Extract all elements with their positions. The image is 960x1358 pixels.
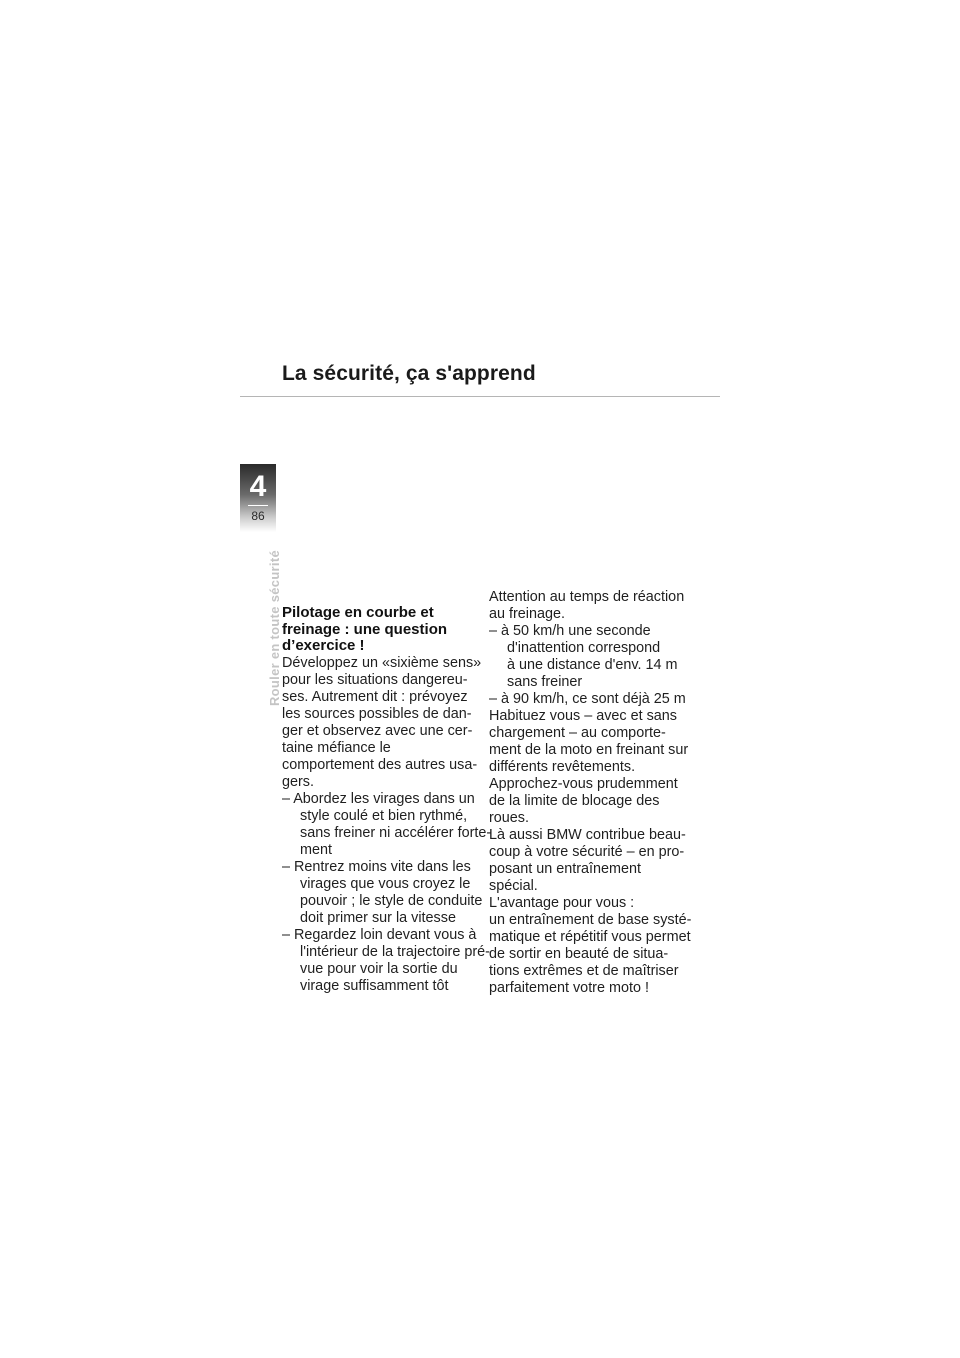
text-line: matique et répétitif vous permet bbox=[489, 929, 691, 945]
text-line: L'avantage pour vous : bbox=[489, 895, 635, 911]
text-line: comportement des autres usa- bbox=[282, 756, 478, 773]
text-line: posant un entraînement bbox=[489, 861, 642, 877]
text-line: vue pour voir la sortie du bbox=[300, 960, 458, 977]
text-line: – à 90 km/h, ce sont déjà 25 m bbox=[489, 691, 686, 707]
chapter-tab bbox=[240, 464, 276, 532]
text-line: – à 50 km/h une seconde bbox=[489, 623, 651, 639]
text-line: roues. bbox=[489, 810, 529, 826]
text-line: de sortir en beauté de situa- bbox=[489, 946, 669, 962]
text-line: l'intérieur de la trajectoire pré- bbox=[300, 943, 490, 960]
left-body-text bbox=[282, 654, 492, 995]
text-line: Attention au temps de réaction bbox=[489, 589, 685, 605]
text-line: tions extrêmes et de maîtriser bbox=[489, 963, 679, 979]
right-column bbox=[489, 589, 694, 997]
text-line: style coulé et bien rythmé, bbox=[300, 807, 468, 824]
text-line: d'inattention correspond bbox=[507, 640, 661, 656]
text-line: ment de la moto en freinant sur bbox=[489, 742, 689, 758]
text-line: virages que vous croyez le bbox=[300, 875, 471, 892]
text-line: spécial. bbox=[489, 878, 538, 894]
text-line: – Regardez loin devant vous à bbox=[282, 926, 477, 943]
text-line: ment bbox=[300, 841, 332, 858]
text-line: taine méfiance le bbox=[282, 739, 391, 756]
text-line: pour les situations dangereu- bbox=[282, 671, 468, 688]
text-line: ses. Autrement dit : prévoyez bbox=[282, 688, 468, 705]
text-line: un entraînement de base systé- bbox=[489, 912, 692, 928]
chapter-number: 4 bbox=[249, 470, 267, 503]
text-line: les sources possibles de dan- bbox=[282, 705, 472, 722]
section-heading bbox=[282, 605, 482, 655]
text-line: Là aussi BMW contribue beau- bbox=[489, 827, 686, 843]
text-line: Développez un «sixième sens» bbox=[282, 654, 482, 671]
text-line: chargement – au comporte- bbox=[489, 725, 666, 741]
text-line: – Rentrez moins vite dans les bbox=[282, 858, 471, 875]
text-line: à une distance d'env. 14 m bbox=[507, 657, 678, 673]
text-line: de la limite de blocage des bbox=[489, 793, 660, 809]
text-line: pouvoir ; le style de conduite bbox=[300, 892, 483, 909]
text-line: coup à votre sécurité – en pro- bbox=[489, 844, 685, 860]
text-line: parfaitement votre moto ! bbox=[489, 980, 649, 996]
text-line: ger et observez avec une cer- bbox=[282, 722, 473, 739]
text-line: Approchez-vous prudemment bbox=[489, 776, 678, 792]
text-line: Habituez vous – avec et sans bbox=[489, 708, 677, 724]
text-line: sans freiner ni accélérer forte- bbox=[300, 824, 492, 841]
text-line: au freinage. bbox=[489, 606, 566, 622]
left-column bbox=[282, 604, 492, 995]
page-number: 86 bbox=[251, 509, 265, 523]
page-title: La sécurité, ça s'apprend bbox=[282, 362, 536, 385]
text-line: gers. bbox=[282, 773, 314, 790]
heading-line: freinage : une question bbox=[282, 620, 448, 638]
text-line: sans freiner bbox=[507, 674, 583, 690]
section-side-label: Rouler en toute sécurité bbox=[267, 550, 282, 707]
heading-line: d’exercice ! bbox=[282, 637, 365, 654]
title-divider bbox=[240, 396, 720, 397]
text-line: doit primer sur la vitesse bbox=[300, 909, 456, 926]
text-line: différents revêtements. bbox=[489, 759, 636, 775]
heading-line: Pilotage en courbe et bbox=[282, 604, 434, 621]
chapter-divider bbox=[248, 505, 268, 506]
text-line: virage suffisamment tôt bbox=[300, 977, 449, 994]
right-body-text bbox=[489, 589, 694, 997]
text-line: – Abordez les virages dans un bbox=[282, 790, 475, 807]
